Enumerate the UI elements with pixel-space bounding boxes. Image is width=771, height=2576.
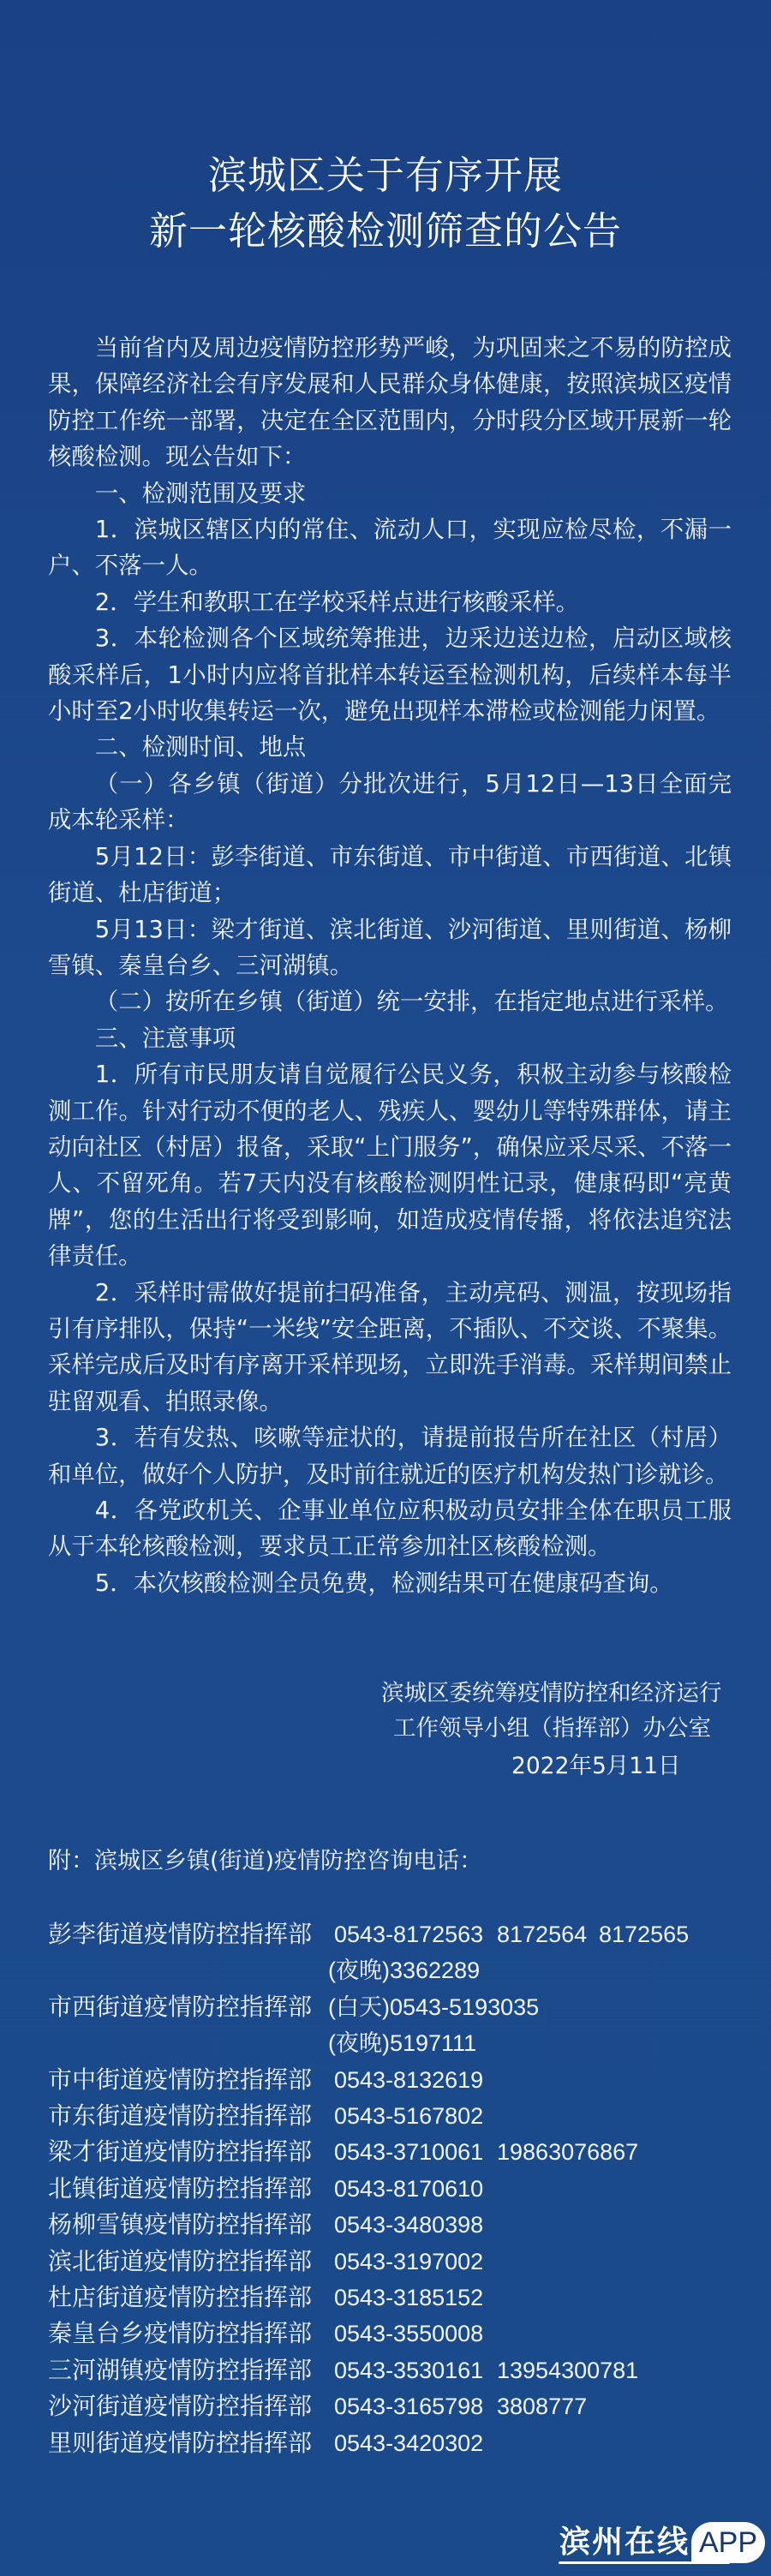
office-name: 秦皇台乡疫情防控指挥部 bbox=[48, 2319, 313, 2348]
paragraph: 二、检测时间、地点 bbox=[94, 734, 307, 762]
phone-row bbox=[48, 2316, 768, 2352]
phone-number[interactable]: 0543-3165798 bbox=[334, 2394, 484, 2420]
paragraph: （二）按所在乡镇（街道）统一安排，在指定地点进行采样。 bbox=[94, 989, 729, 1016]
phone-number[interactable]: 0543-8172563 bbox=[334, 1922, 484, 1947]
office-name: 滨北街道疫情防控指挥部 bbox=[48, 2246, 313, 2275]
office-name: 里则街道疫情防控指挥部 bbox=[48, 2428, 313, 2457]
phone-row bbox=[48, 1989, 768, 2025]
paragraph: 3．若有发热、咳嗽等症状的，请提前报告所在社区（村居）和单位，做好个人防护，及时前往就近的医疗机构发热门诊就诊。 bbox=[48, 1425, 732, 1488]
phone-number[interactable]: 13954300781 bbox=[497, 2357, 639, 2383]
phone-number[interactable]: 0543-8170610 bbox=[334, 2175, 484, 2202]
phone-number[interactable]: (夜晚)5197111 bbox=[328, 2030, 477, 2057]
paragraph: 三、注意事项 bbox=[94, 1025, 236, 1052]
phone-row bbox=[48, 2207, 768, 2243]
phone-number[interactable]: 0543-3420302 bbox=[334, 2430, 484, 2456]
signature-date: 2022年5月11日 bbox=[511, 1753, 681, 1779]
phone-row bbox=[48, 2244, 768, 2280]
office-name: 杨柳雪镇疫情防控指挥部 bbox=[48, 2210, 313, 2239]
paragraph: 5月12日：彭李街道、市东街道、市中街道、市西街道、北镇街道、杜店街道； bbox=[48, 843, 732, 907]
phone-number[interactable]: 0543-3480398 bbox=[334, 2212, 484, 2238]
phone-number[interactable]: 3808777 bbox=[497, 2394, 588, 2420]
phone-row bbox=[48, 2352, 768, 2388]
paragraph: 一、检测范围及要求 bbox=[94, 480, 307, 507]
phone-number[interactable]: 0543-3550008 bbox=[334, 2321, 484, 2347]
paragraph: 1．所有市民朋友请自觉履行公民义务，积极主动参与核酸检测工作。针对行动不便的老人、残疾人、婴幼儿等特殊群体，请主动向社区（村居）报备，采取“上门服务”，确保应采尽采、不落一人、不留死角。若7天内没有核酸检测阴性记录，健康码即“亮黄牌”，您的生活出行将受到影响，如造成疫情传播，将依法追究法律责任。 bbox=[48, 1061, 732, 1270]
office-name: 市中街道疫情防控指挥部 bbox=[48, 2065, 313, 2094]
phone-row bbox=[48, 1952, 768, 1988]
phone-number[interactable]: 0543-5167802 bbox=[334, 2103, 484, 2129]
paragraph: 2．学生和教职工在学校采样点进行核酸采样。 bbox=[94, 589, 580, 616]
paragraph: 1．滨城区辖区内的常住、流动人口，实现应检尽检，不漏一户、不落一人。 bbox=[48, 517, 732, 580]
phone-row bbox=[48, 1916, 768, 1952]
phone-row bbox=[48, 2062, 768, 2098]
paragraph: 3．本轮检测各个区域统筹推进，边采边送边检，启动区域核酸采样后，1小时内应将首批样本转运至检测机构，后续样本每半小时至2小时收集转运一次，避免出现样本滞检或检测能力闲置。 bbox=[48, 625, 732, 726]
phone-number[interactable]: 8172564 bbox=[497, 1922, 588, 1947]
phone-row bbox=[48, 2134, 768, 2170]
office-name: 杜店街道疫情防控指挥部 bbox=[48, 2283, 313, 2311]
appendix-heading: 附：滨城区乡镇(街道)疫情防控咨询电话： bbox=[48, 1848, 483, 1874]
phone-row bbox=[48, 2098, 768, 2134]
phone-number[interactable]: (夜晚)3362289 bbox=[328, 1957, 481, 1984]
phone-number[interactable]: 0543-3710061 bbox=[334, 2139, 484, 2166]
phone-row bbox=[48, 2280, 768, 2316]
office-name: 梁才街道疫情防控指挥部 bbox=[48, 2137, 313, 2167]
office-name: 市东街道疫情防控指挥部 bbox=[48, 2101, 313, 2130]
office-name: 市西街道疫情防控指挥部 bbox=[48, 1992, 313, 2021]
paragraph: 当前省内及周边疫情防控形势严峻，为巩固来之不易的防控成果，保障经济社会有序发展和人民群众身体健康，按照滨城区疫情防控工作统一部署，决定在全区范围内，分时段分区域开展新一轮核酸检测。现公告如下： bbox=[48, 335, 732, 471]
paragraph: 2．采样时需做好提前扫码准备，主动亮码、测温，按现场指引有序排队，保持“一米线”安全距离，不插队、不交谈、不聚集。采样完成后及时有序离开采样现场，立即洗手消毒。采样期间禁止驻留观看、拍照录像。 bbox=[48, 1279, 732, 1415]
phone-number[interactable]: 19863076867 bbox=[497, 2139, 639, 2166]
app-logo bbox=[557, 2520, 768, 2568]
logo-suffix: APP bbox=[698, 2526, 758, 2559]
office-name: 彭李街道疫情防控指挥部 bbox=[48, 1920, 313, 1948]
phone-number[interactable]: 0543-3530161 bbox=[334, 2357, 484, 2383]
office-name: 三河湖镇疫情防控指挥部 bbox=[48, 2355, 313, 2384]
paragraph: （一）各乡镇（街道）分批次进行，5月12日—13日全面完成本轮采样： bbox=[48, 770, 732, 834]
phone-number[interactable]: 8172565 bbox=[599, 1922, 690, 1947]
phone-number[interactable]: 0543-3185152 bbox=[334, 2285, 484, 2310]
phone-row bbox=[48, 2388, 768, 2424]
phone-row bbox=[48, 2171, 768, 2207]
signature-org-line-2: 工作领导小组（指挥部）办公室 bbox=[393, 1715, 711, 1742]
phone-number[interactable]: 0543-3197002 bbox=[334, 2248, 484, 2274]
paragraph: 4．各党政机关、企事业单位应积极动员安排全体在职员工服从于本轮核酸检测，要求员工正常参加社区核酸检测。 bbox=[48, 1497, 732, 1561]
paragraph: 5月13日：梁才街道、滨北街道、沙河街道、里则街道、杨柳雪镇、秦皇台乡、三河湖镇。 bbox=[48, 916, 732, 979]
phone-row bbox=[48, 2025, 768, 2061]
logo-name: 滨州在线 bbox=[559, 2525, 690, 2560]
title-line-2: 新一轮核酸检测筛查的公告 bbox=[148, 208, 622, 254]
phone-number[interactable]: (白天)0543-5193035 bbox=[328, 1993, 540, 2020]
office-name: 北镇街道疫情防控指挥部 bbox=[48, 2173, 313, 2202]
phone-number[interactable]: 0543-8132619 bbox=[334, 2066, 484, 2093]
paragraph: 5．本次核酸检测全员免费，检测结果可在健康码查询。 bbox=[94, 1569, 673, 1597]
phone-row bbox=[48, 2425, 768, 2461]
title-line-1: 滨城区关于有序开展 bbox=[207, 152, 563, 198]
signature-org-line-1: 滨城区委统筹疫情防控和经济运行 bbox=[381, 1680, 722, 1706]
office-name: 沙河街道疫情防控指挥部 bbox=[48, 2392, 313, 2421]
announcement-body bbox=[48, 331, 732, 1602]
logo-pill bbox=[691, 2522, 765, 2563]
